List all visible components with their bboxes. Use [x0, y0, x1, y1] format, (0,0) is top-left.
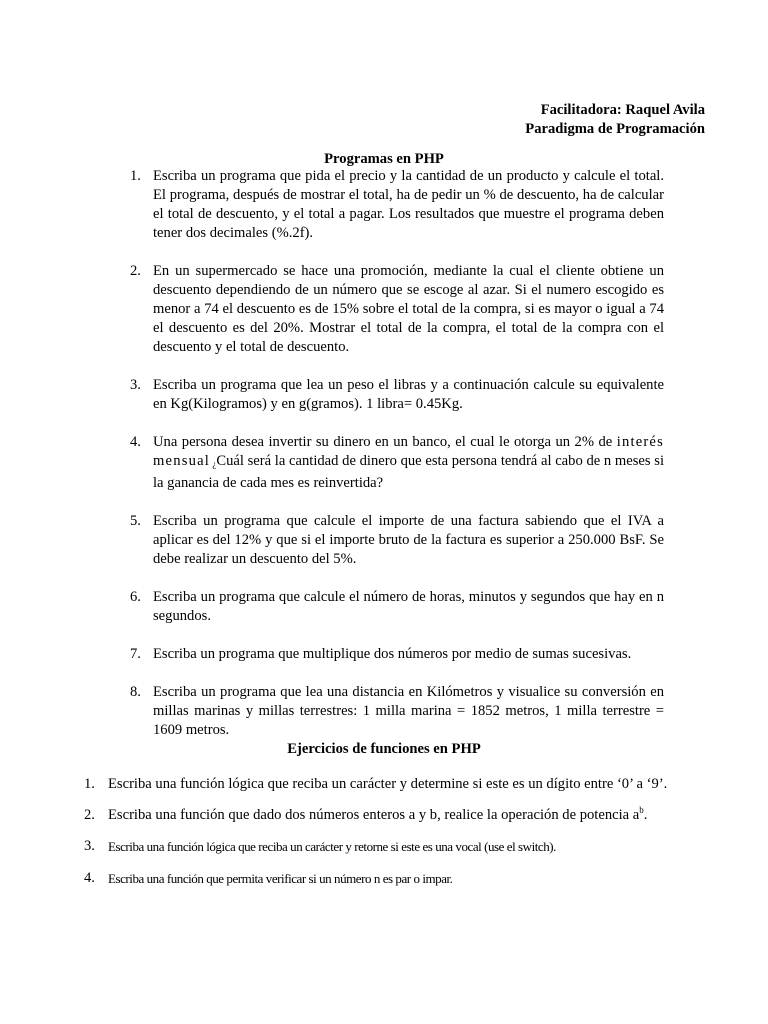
item-text: Escriba un programa que calcule el número de horas, minutos y segundos que hay en n segundos. [153, 589, 664, 624]
item-text: Escriba un programa que lea un peso el libras y a continuación calcule su equivalente en Kg(Kilogramos) y en g(gramos). 1 libra= 0.45Kg. [153, 377, 664, 412]
list-item [121, 433, 664, 493]
section-title-programs: Programas en PHP [324, 151, 444, 167]
item-text: Escriba un programa que calcule el importe de una factura sabiendo que el IVA a aplicar es del 12% y que si el importe bruto de la factura es superior a 250.000 BsF. Se debe realizar un descuento del 5%. [153, 513, 664, 567]
list-item [121, 262, 664, 357]
exponent: b [639, 805, 644, 815]
list-item [121, 588, 664, 626]
item-number: 6. [130, 589, 141, 605]
item-number: 5. [130, 513, 141, 529]
item-tail: . [643, 807, 648, 823]
item-text: Escriba un programa que multiplique dos números por medio de sumas sucesivas. [153, 646, 632, 662]
item-number: 1. [130, 168, 141, 184]
list-item [121, 512, 664, 569]
programs-list [121, 167, 664, 759]
list-item [121, 376, 664, 414]
list-item [121, 683, 664, 740]
document-header [525, 101, 705, 139]
list-item [121, 645, 664, 664]
list-item [84, 775, 680, 794]
course-line: Paradigma de Programación [525, 121, 705, 137]
item-text: Escriba un programa que pida el precio y la cantidad de un producto y calcule el total. El programa, después de mostrar el total, ha de pedir un % de descuento, ha de calcular el total de descuento, y el total a pagar. Los resultados que muestre el programa deben tener dos decimales (%.2f). [153, 168, 664, 241]
list-item [84, 869, 680, 889]
item-text: Escriba una función lógica que reciba un carácter y retorne si este es una vocal (use el switch). [108, 839, 556, 854]
item-number: 2. [130, 263, 141, 279]
functions-list [84, 775, 680, 889]
item-number: 2. [84, 807, 95, 823]
list-item [84, 837, 680, 857]
item-number: 1. [84, 776, 95, 792]
item-text: En un supermercado se hace una promoción, mediante la cual el cliente obtiene un descuento dependiendo de un número que se escoge al azar. Si el numero escogido es menor a 74 el descuento es de 15% sobre el total de la compra, si es mayor o igual a 74 el descuento es del 20%. Mostrar el total de la compra, el total de la compra con el descuento y el total de descuento. [153, 263, 664, 355]
item-text-c: ¿ [210, 459, 217, 469]
item-text-b: interés mensual [153, 434, 664, 469]
item-text: Escriba un programa que lea una distancia en Kilómetros y visualice su conversión en millas marinas y millas terrestres: 1 milla marina = 1852 metros, 1 milla terrestre = 1609 metros. [153, 684, 664, 738]
item-text: Escriba una función que dado dos números enteros a y b, realice la operación de potencia a [108, 807, 640, 823]
item-number: 7. [130, 646, 141, 662]
item-number: 3. [84, 838, 95, 854]
list-item [84, 806, 680, 825]
item-text: Escriba una función que permita verificar si un número n es par o impar. [108, 871, 453, 886]
item-number: 4. [130, 434, 141, 450]
item-number: 3. [130, 377, 141, 393]
item-number: 4. [84, 870, 95, 886]
item-number: 8. [130, 684, 141, 700]
item-text-a: Una persona desea invertir su dinero en un banco, el cual le otorga un 2% de [153, 434, 617, 450]
list-item [121, 167, 664, 243]
section-title-functions: Ejercicios de funciones en PHP [287, 741, 481, 757]
facilitator-line: Facilitadora: Raquel Avila [540, 102, 705, 118]
item-text-d: Cuál será la cantidad de dinero que esta persona tendrá al cabo de n meses si la ganancia de cada mes es reinvertida? [153, 453, 664, 491]
item-text: Escriba una función lógica que reciba un carácter y determine si este es un dígito entre ‘0’ a ‘9’. [108, 776, 668, 792]
